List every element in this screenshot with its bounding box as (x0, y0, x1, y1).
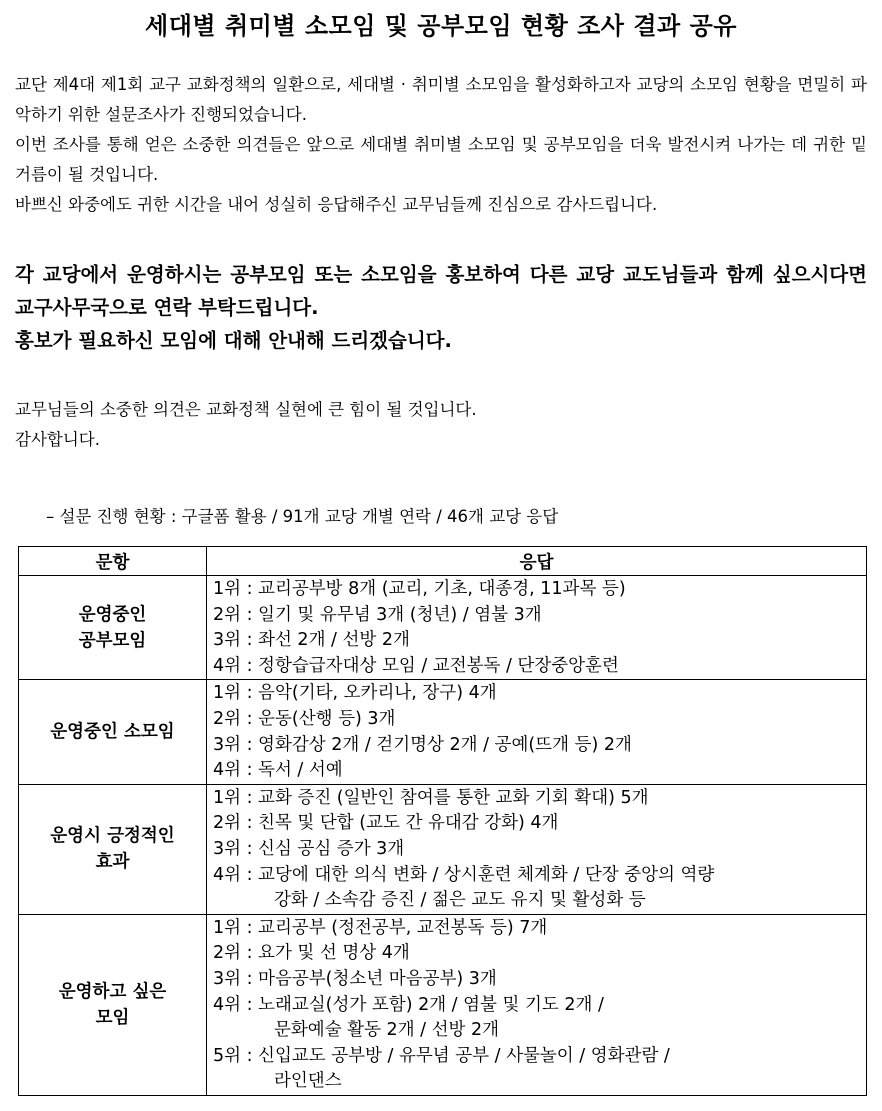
intro-section (15, 70, 867, 220)
closing-line: 감사합니다. (15, 430, 100, 449)
table-row (19, 914, 867, 1095)
header-item: 문항 (19, 547, 207, 576)
survey-status: – 설문 진행 현황 : 구글폼 활용 / 91개 교당 개별 연락 / 46개 교당 응답 (46, 507, 559, 526)
intro-paragraph: 바쁘신 와중에도 귀한 시간을 내어 성실히 응답해주신 교무님들께 진심으로 감사드립니다. (15, 195, 658, 214)
response-rank-line: 4위 : 교당에 대한 의식 변화 / 상시훈련 체계화 / 단장 중앙의 역량 (213, 864, 715, 885)
table-row (19, 784, 867, 914)
response-rank-line: 1위 : 교리공부방 8개 (교리, 기초, 대종경, 11과목 등) (213, 579, 626, 599)
row-item-cell (19, 680, 207, 784)
response-rank-line: 1위 : 교리공부 (정전공부, 교전봉독 등) 7개 (213, 917, 548, 938)
row-response-cell (207, 680, 867, 784)
closing-line: 교무님들의 소중한 의견은 교화정책 실현에 큰 힘이 될 것입니다. (15, 400, 477, 419)
notice-section (15, 258, 867, 357)
row-item-label: 운영시 긍정적인 (50, 826, 175, 847)
row-item-cell (19, 576, 207, 680)
response-rank-line: 4위 : 정항습급자대상 모임 / 교전봉독 / 단장중앙훈련 (213, 655, 619, 676)
response-continuation-line: 문화예술 활동 2개 / 선방 2개 (274, 1020, 500, 1041)
document-title: 세대별 취미별 소모임 및 공부모임 현황 조사 결과 공유 (145, 12, 737, 40)
response-rank-line: 5위 : 신입교도 공부방 / 유무념 공부 / 사물놀이 / 영화관람 / (213, 1045, 670, 1066)
response-continuation-line: 강화 / 소속감 증진 / 젊은 교도 유지 및 활성화 등 (274, 890, 646, 911)
response-rank-line: 1위 : 교화 증진 (일반인 참여를 통한 교화 기회 확대) 5개 (213, 787, 649, 808)
row-response-cell (207, 914, 867, 1095)
row-item-label: 운영중인 (78, 604, 147, 625)
response-rank-line: 2위 : 일기 및 유무념 3개 (청년) / 염불 3개 (213, 604, 542, 625)
table-row (19, 576, 867, 680)
row-item-label: 모임 (95, 1007, 130, 1028)
table-body (19, 576, 867, 1096)
row-response-cell (207, 784, 867, 914)
notice-paragraph: 홍보가 필요하신 모임에 대해 안내해 드리겠습니다. (15, 329, 452, 352)
intro-paragraph: 이번 조사를 통해 얻은 소중한 의견들은 앞으로 세대별 취미별 소모임 및 공부모임을 더욱 발전시켜 나가는 데 귀한 밑거름이 될 것입니다. (15, 135, 867, 184)
header-response: 응답 (207, 547, 867, 576)
row-item-label: 운영중인 소모임 (50, 722, 175, 743)
row-item-label: 운영하고 싶은 (58, 981, 167, 1002)
response-continuation-line: 라인댄스 (274, 1071, 342, 1092)
response-rank-line: 3위 : 좌선 2개 / 선방 2개 (213, 630, 410, 651)
row-item-label: 효과 (95, 852, 130, 873)
results-table (18, 546, 867, 1096)
row-item-label: 공부모임 (78, 630, 147, 651)
response-rank-line: 3위 : 영화감상 2개 / 걷기명상 2개 / 공예(뜨개 등) 2개 (213, 734, 632, 755)
response-rank-line: 3위 : 신심 공심 증가 3개 (213, 838, 405, 859)
closing-section (15, 395, 867, 455)
response-rank-line: 3위 : 마음공부(청소년 마음공부) 3개 (213, 968, 497, 989)
response-rank-line: 4위 : 노래교실(성가 포함) 2개 / 염불 및 기도 2개 / (213, 994, 604, 1015)
row-item-cell (19, 914, 207, 1095)
intro-paragraph: 교단 제4대 제1회 교구 교화정책의 일환으로, 세대별 · 취미별 소모임을 활성화하고자 교당의 소모임 현황을 면밀히 파악하기 위한 설문조사가 진행되었습니다. (15, 75, 867, 124)
notice-paragraph: 각 교당에서 운영하시는 공부모임 또는 소모임을 홍보하여 다른 교당 교도님들과 함께 싶으시다면 교구사무국으로 연락 부탁드립니다. (15, 263, 867, 319)
row-item-cell (19, 784, 207, 914)
row-response-cell (207, 576, 867, 680)
response-rank-line: 1위 : 음악(기타, 오카리나, 장구) 4개 (213, 683, 497, 704)
response-rank-line: 2위 : 운동(산행 등) 3개 (213, 708, 396, 729)
response-rank-line: 2위 : 친목 및 단합 (교도 간 유대감 강화) 4개 (213, 813, 559, 834)
response-rank-line: 4위 : 독서 / 서예 (213, 760, 343, 781)
table-row (19, 680, 867, 784)
table-header-row (19, 547, 867, 576)
response-rank-line: 2위 : 요가 및 선 명상 4개 (213, 943, 410, 964)
